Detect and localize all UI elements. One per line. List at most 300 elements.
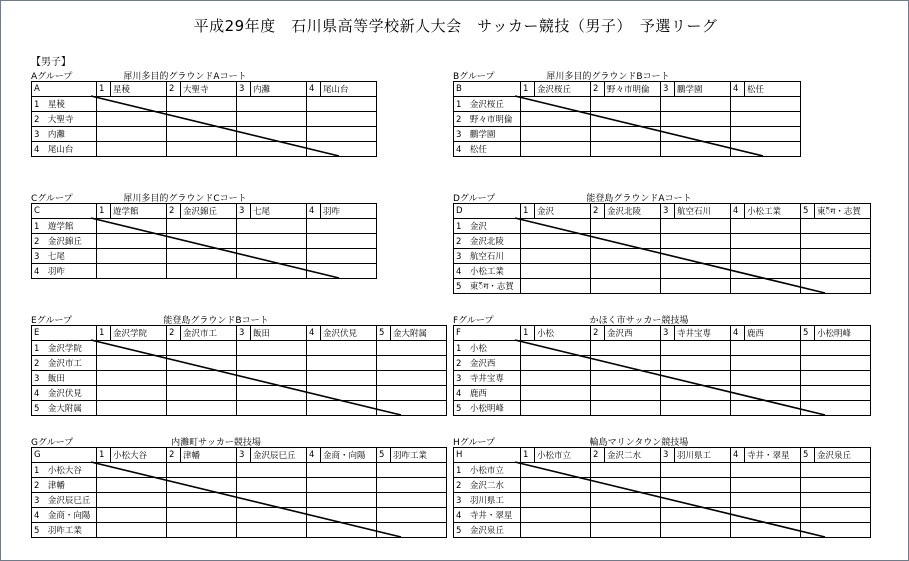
result-cell[interactable] bbox=[307, 493, 377, 508]
column-team-name: 津幡 bbox=[181, 448, 237, 463]
result-cell[interactable] bbox=[521, 97, 591, 112]
result-cell[interactable] bbox=[377, 463, 447, 478]
table-row bbox=[454, 463, 871, 478]
result-cell[interactable] bbox=[801, 341, 871, 356]
result-cell[interactable] bbox=[97, 341, 167, 356]
result-cell[interactable] bbox=[237, 112, 307, 127]
result-cell[interactable] bbox=[97, 371, 167, 386]
result-cell[interactable] bbox=[521, 279, 591, 294]
league-table bbox=[31, 203, 377, 279]
result-cell[interactable] bbox=[167, 356, 237, 371]
result-cell[interactable] bbox=[307, 127, 377, 142]
result-cell[interactable] bbox=[97, 142, 167, 157]
row-team-name: 1 星稜 bbox=[32, 97, 97, 112]
league-table bbox=[453, 203, 871, 294]
result-cell[interactable] bbox=[97, 493, 167, 508]
result-cell[interactable] bbox=[731, 508, 801, 523]
result-cell[interactable] bbox=[661, 523, 731, 538]
table-row bbox=[454, 249, 871, 264]
result-cell[interactable] bbox=[167, 523, 237, 538]
column-team-name: 星稜 bbox=[111, 82, 167, 97]
row-team-name: 4 金商・向陽 bbox=[32, 508, 97, 523]
row-team-name: 2 野々市明倫 bbox=[454, 112, 521, 127]
group-label: Fグループ bbox=[453, 316, 494, 326]
result-cell[interactable] bbox=[377, 523, 447, 538]
result-cell[interactable] bbox=[661, 219, 731, 234]
column-index: 1 bbox=[97, 326, 111, 341]
result-cell[interactable] bbox=[167, 508, 237, 523]
venue-label: かほく市サッカー競技場 bbox=[589, 316, 689, 326]
column-team-name: 金沢桜丘 bbox=[535, 82, 591, 97]
result-cell[interactable] bbox=[731, 127, 801, 142]
result-cell[interactable] bbox=[591, 386, 661, 401]
column-index: 4 bbox=[731, 448, 745, 463]
column-index: 3 bbox=[237, 204, 251, 219]
result-cell[interactable] bbox=[521, 493, 591, 508]
table-corner-cell: E bbox=[32, 326, 97, 341]
result-cell[interactable] bbox=[661, 264, 731, 279]
result-cell[interactable] bbox=[731, 264, 801, 279]
table-row bbox=[454, 112, 801, 127]
result-cell[interactable] bbox=[731, 356, 801, 371]
row-team-name: 1 金沢 bbox=[454, 219, 521, 234]
table-row bbox=[454, 97, 801, 112]
result-cell[interactable] bbox=[521, 463, 591, 478]
result-cell[interactable] bbox=[661, 356, 731, 371]
row-team-name: 3 鵬学園 bbox=[454, 127, 521, 142]
result-cell[interactable] bbox=[661, 386, 731, 401]
result-cell[interactable] bbox=[237, 264, 307, 279]
result-cell[interactable] bbox=[731, 478, 801, 493]
result-cell[interactable] bbox=[731, 493, 801, 508]
row-team-name: 3 内灘 bbox=[32, 127, 97, 142]
result-cell[interactable] bbox=[307, 463, 377, 478]
table-row bbox=[32, 463, 447, 478]
table-row bbox=[32, 234, 377, 249]
row-team-name: 5 金大附属 bbox=[32, 401, 97, 416]
column-team-name: 小松大谷 bbox=[111, 448, 167, 463]
result-cell[interactable] bbox=[307, 478, 377, 493]
result-cell[interactable] bbox=[97, 264, 167, 279]
result-cell[interactable] bbox=[521, 341, 591, 356]
result-cell[interactable] bbox=[97, 508, 167, 523]
result-cell[interactable] bbox=[801, 493, 871, 508]
table-row bbox=[32, 112, 377, 127]
result-cell[interactable] bbox=[521, 508, 591, 523]
column-index: 4 bbox=[307, 448, 321, 463]
table-corner-cell: F bbox=[454, 326, 521, 341]
column-team-name: 飯田 bbox=[251, 326, 307, 341]
result-cell[interactable] bbox=[307, 523, 377, 538]
table-row bbox=[32, 142, 377, 157]
result-cell[interactable] bbox=[591, 356, 661, 371]
column-team-name: 金大附属 bbox=[391, 326, 447, 341]
row-team-name: 4 鹿西 bbox=[454, 386, 521, 401]
result-cell[interactable] bbox=[661, 341, 731, 356]
column-index: 3 bbox=[237, 82, 251, 97]
result-cell[interactable] bbox=[521, 264, 591, 279]
result-cell[interactable] bbox=[167, 264, 237, 279]
row-team-name: 2 大聖寺 bbox=[32, 112, 97, 127]
result-cell[interactable] bbox=[661, 97, 731, 112]
result-cell[interactable] bbox=[307, 219, 377, 234]
table-row bbox=[454, 264, 871, 279]
result-cell[interactable] bbox=[97, 127, 167, 142]
result-cell[interactable] bbox=[377, 356, 447, 371]
result-cell[interactable] bbox=[801, 478, 871, 493]
column-team-name: 尾山台 bbox=[321, 82, 377, 97]
table-row bbox=[32, 356, 447, 371]
league-table bbox=[31, 447, 447, 538]
result-cell[interactable] bbox=[801, 386, 871, 401]
result-cell[interactable] bbox=[521, 219, 591, 234]
result-cell[interactable] bbox=[591, 493, 661, 508]
row-team-name: 3 航空石川 bbox=[454, 249, 521, 264]
table-row bbox=[32, 508, 447, 523]
result-cell[interactable] bbox=[97, 463, 167, 478]
result-cell[interactable] bbox=[521, 478, 591, 493]
result-cell[interactable] bbox=[307, 401, 377, 416]
result-cell[interactable] bbox=[237, 249, 307, 264]
result-cell[interactable] bbox=[801, 264, 871, 279]
result-cell[interactable] bbox=[801, 279, 871, 294]
result-cell[interactable] bbox=[237, 356, 307, 371]
result-cell[interactable] bbox=[97, 523, 167, 538]
result-cell[interactable] bbox=[307, 341, 377, 356]
result-cell[interactable] bbox=[731, 371, 801, 386]
column-team-name: 金沢市工 bbox=[181, 326, 237, 341]
column-index: 4 bbox=[307, 326, 321, 341]
result-cell[interactable] bbox=[521, 142, 591, 157]
result-cell[interactable] bbox=[521, 249, 591, 264]
result-cell[interactable] bbox=[661, 401, 731, 416]
result-cell[interactable] bbox=[801, 219, 871, 234]
result-cell[interactable] bbox=[167, 478, 237, 493]
result-cell[interactable] bbox=[237, 234, 307, 249]
column-index: 1 bbox=[521, 448, 535, 463]
group-label: Hグループ bbox=[453, 438, 496, 448]
column-index: 1 bbox=[521, 326, 535, 341]
result-cell[interactable] bbox=[237, 219, 307, 234]
result-cell[interactable] bbox=[591, 127, 661, 142]
result-cell[interactable] bbox=[731, 523, 801, 538]
result-cell[interactable] bbox=[307, 234, 377, 249]
result-cell[interactable] bbox=[591, 142, 661, 157]
result-cell[interactable] bbox=[661, 508, 731, 523]
result-cell[interactable] bbox=[731, 234, 801, 249]
result-cell[interactable] bbox=[591, 371, 661, 386]
venue-label: 能登島グラウンドAコート bbox=[586, 194, 692, 204]
row-team-name: 3 七尾 bbox=[32, 249, 97, 264]
table-row bbox=[32, 97, 377, 112]
result-cell[interactable] bbox=[661, 371, 731, 386]
column-index: 3 bbox=[237, 448, 251, 463]
row-team-name: 3 羽川県工 bbox=[454, 493, 521, 508]
result-cell[interactable] bbox=[237, 478, 307, 493]
result-cell[interactable] bbox=[307, 386, 377, 401]
result-cell[interactable] bbox=[167, 341, 237, 356]
row-team-name: 4 寺井・翠星 bbox=[454, 508, 521, 523]
result-cell[interactable] bbox=[521, 371, 591, 386]
result-cell[interactable] bbox=[307, 97, 377, 112]
result-cell[interactable] bbox=[521, 127, 591, 142]
column-index: 4 bbox=[731, 326, 745, 341]
result-cell[interactable] bbox=[307, 356, 377, 371]
result-cell[interactable] bbox=[521, 112, 591, 127]
table-row bbox=[454, 478, 871, 493]
result-cell[interactable] bbox=[801, 523, 871, 538]
result-cell[interactable] bbox=[97, 234, 167, 249]
table-row bbox=[454, 219, 871, 234]
table-row bbox=[454, 356, 871, 371]
column-index: 4 bbox=[307, 204, 321, 219]
result-cell[interactable] bbox=[237, 463, 307, 478]
row-team-name: 5 東ैंग・志賀 bbox=[454, 279, 521, 294]
column-team-name: 小松 bbox=[535, 326, 591, 341]
result-cell[interactable] bbox=[97, 97, 167, 112]
venue-label: 犀川多目的グラウンドAコート bbox=[123, 72, 247, 82]
result-cell[interactable] bbox=[377, 508, 447, 523]
result-cell[interactable] bbox=[661, 478, 731, 493]
result-cell[interactable] bbox=[521, 523, 591, 538]
column-team-name: 羽咋 bbox=[321, 204, 377, 219]
result-cell[interactable] bbox=[237, 508, 307, 523]
result-cell[interactable] bbox=[167, 142, 237, 157]
row-team-name: 4 小松工業 bbox=[454, 264, 521, 279]
result-cell[interactable] bbox=[167, 401, 237, 416]
result-cell[interactable] bbox=[97, 386, 167, 401]
table-row bbox=[32, 493, 447, 508]
result-cell[interactable] bbox=[591, 112, 661, 127]
result-cell[interactable] bbox=[661, 234, 731, 249]
table-row bbox=[32, 264, 377, 279]
result-cell[interactable] bbox=[591, 341, 661, 356]
row-team-name: 1 小松大谷 bbox=[32, 463, 97, 478]
column-index: 2 bbox=[167, 326, 181, 341]
result-cell[interactable] bbox=[237, 523, 307, 538]
result-cell[interactable] bbox=[591, 219, 661, 234]
table-header-row bbox=[32, 204, 377, 219]
venue-label: 犀川多目的グラウンドBコート bbox=[546, 72, 670, 82]
result-cell[interactable] bbox=[97, 478, 167, 493]
result-cell[interactable] bbox=[731, 112, 801, 127]
result-cell[interactable] bbox=[731, 249, 801, 264]
result-cell[interactable] bbox=[591, 249, 661, 264]
table-header-row bbox=[454, 204, 871, 219]
column-team-name: 内灘 bbox=[251, 82, 307, 97]
row-team-name: 3 寺井宝専 bbox=[454, 371, 521, 386]
column-team-name: 金商・向陽 bbox=[321, 448, 377, 463]
result-cell[interactable] bbox=[167, 463, 237, 478]
result-cell[interactable] bbox=[801, 234, 871, 249]
result-cell[interactable] bbox=[307, 264, 377, 279]
result-cell[interactable] bbox=[167, 371, 237, 386]
result-cell[interactable] bbox=[377, 478, 447, 493]
result-cell[interactable] bbox=[591, 478, 661, 493]
section-label-boys: 【男子】 bbox=[31, 57, 71, 68]
column-index: 2 bbox=[167, 448, 181, 463]
row-team-name: 3 飯田 bbox=[32, 371, 97, 386]
column-team-name: 寺井宝専 bbox=[675, 326, 731, 341]
result-cell[interactable] bbox=[237, 142, 307, 157]
result-cell[interactable] bbox=[731, 142, 801, 157]
result-cell[interactable] bbox=[591, 401, 661, 416]
result-cell[interactable] bbox=[661, 279, 731, 294]
result-cell[interactable] bbox=[237, 341, 307, 356]
result-cell[interactable] bbox=[237, 127, 307, 142]
result-cell[interactable] bbox=[377, 341, 447, 356]
league-table bbox=[453, 81, 801, 157]
result-cell[interactable] bbox=[801, 371, 871, 386]
table-row bbox=[454, 341, 871, 356]
column-team-name: 鵬学園 bbox=[675, 82, 731, 97]
league-table bbox=[31, 81, 377, 157]
result-cell[interactable] bbox=[167, 219, 237, 234]
result-cell[interactable] bbox=[731, 279, 801, 294]
page-title: 平成29年度 石川県高等学校新人大会 サッカー競技（男子） 予選リーグ bbox=[193, 17, 718, 35]
result-cell[interactable] bbox=[237, 97, 307, 112]
result-cell[interactable] bbox=[661, 493, 731, 508]
column-team-name: 遊学館 bbox=[111, 204, 167, 219]
result-cell[interactable] bbox=[661, 249, 731, 264]
row-team-name: 5 金沢泉丘 bbox=[454, 523, 521, 538]
result-cell[interactable] bbox=[591, 279, 661, 294]
result-cell[interactable] bbox=[521, 234, 591, 249]
column-index: 3 bbox=[661, 204, 675, 219]
result-cell[interactable] bbox=[237, 386, 307, 401]
row-team-name: 5 羽咋工業 bbox=[32, 523, 97, 538]
column-team-name: 羽川県工 bbox=[675, 448, 731, 463]
result-cell[interactable] bbox=[167, 386, 237, 401]
table-header-row bbox=[32, 82, 377, 97]
column-index: 2 bbox=[167, 82, 181, 97]
column-team-name: 小松工業 bbox=[745, 204, 801, 219]
result-cell[interactable] bbox=[661, 127, 731, 142]
group-label: Eグループ bbox=[31, 316, 72, 326]
result-cell[interactable] bbox=[307, 508, 377, 523]
column-index: 2 bbox=[591, 448, 605, 463]
result-cell[interactable] bbox=[167, 249, 237, 264]
result-cell[interactable] bbox=[377, 386, 447, 401]
result-cell[interactable] bbox=[307, 371, 377, 386]
table-header-row bbox=[454, 326, 871, 341]
result-cell[interactable] bbox=[521, 386, 591, 401]
result-cell[interactable] bbox=[377, 401, 447, 416]
result-cell[interactable] bbox=[591, 508, 661, 523]
result-cell[interactable] bbox=[307, 249, 377, 264]
table-header-row bbox=[454, 82, 801, 97]
result-cell[interactable] bbox=[97, 112, 167, 127]
column-index: 1 bbox=[521, 82, 535, 97]
table-corner-cell: H bbox=[454, 448, 521, 463]
league-table bbox=[453, 447, 871, 538]
result-cell[interactable] bbox=[377, 371, 447, 386]
result-cell[interactable] bbox=[801, 401, 871, 416]
column-index: 2 bbox=[591, 326, 605, 341]
group-label: Dグループ bbox=[453, 194, 496, 204]
table-header-row bbox=[454, 448, 871, 463]
result-cell[interactable] bbox=[731, 401, 801, 416]
result-cell[interactable] bbox=[591, 234, 661, 249]
row-team-name: 1 金沢学院 bbox=[32, 341, 97, 356]
result-cell[interactable] bbox=[237, 371, 307, 386]
result-cell[interactable] bbox=[801, 249, 871, 264]
result-cell[interactable] bbox=[167, 493, 237, 508]
result-cell[interactable] bbox=[731, 386, 801, 401]
result-cell[interactable] bbox=[661, 142, 731, 157]
league-table bbox=[453, 325, 871, 416]
result-cell[interactable] bbox=[801, 463, 871, 478]
result-cell[interactable] bbox=[97, 249, 167, 264]
result-cell[interactable] bbox=[591, 264, 661, 279]
column-index: 5 bbox=[377, 448, 391, 463]
table-corner-cell: C bbox=[32, 204, 97, 219]
table-row bbox=[32, 386, 447, 401]
table-row bbox=[454, 401, 871, 416]
result-cell[interactable] bbox=[801, 508, 871, 523]
row-team-name: 4 金沢伏見 bbox=[32, 386, 97, 401]
table-row bbox=[32, 401, 447, 416]
result-cell[interactable] bbox=[167, 97, 237, 112]
result-cell[interactable] bbox=[731, 463, 801, 478]
result-cell[interactable] bbox=[661, 463, 731, 478]
column-index: 1 bbox=[97, 448, 111, 463]
result-cell[interactable] bbox=[237, 401, 307, 416]
table-row bbox=[32, 341, 447, 356]
column-index: 1 bbox=[97, 204, 111, 219]
result-cell[interactable] bbox=[307, 142, 377, 157]
row-team-name: 2 金沢錦丘 bbox=[32, 234, 97, 249]
result-cell[interactable] bbox=[97, 401, 167, 416]
column-index: 5 bbox=[801, 326, 815, 341]
table-row bbox=[454, 493, 871, 508]
result-cell[interactable] bbox=[521, 356, 591, 371]
column-index: 2 bbox=[591, 82, 605, 97]
row-team-name: 2 津幡 bbox=[32, 478, 97, 493]
column-team-name: 航空石川 bbox=[675, 204, 731, 219]
table-row bbox=[454, 371, 871, 386]
result-cell[interactable] bbox=[97, 356, 167, 371]
row-team-name: 1 金沢桜丘 bbox=[454, 97, 521, 112]
result-cell[interactable] bbox=[731, 219, 801, 234]
column-index: 5 bbox=[801, 204, 815, 219]
table-row bbox=[454, 234, 871, 249]
result-cell[interactable] bbox=[521, 401, 591, 416]
column-team-name: 金沢辰巳丘 bbox=[251, 448, 307, 463]
table-row bbox=[454, 127, 801, 142]
column-index: 5 bbox=[377, 326, 391, 341]
result-cell[interactable] bbox=[377, 493, 447, 508]
result-cell[interactable] bbox=[97, 219, 167, 234]
result-cell[interactable] bbox=[801, 356, 871, 371]
row-team-name: 2 金沢市工 bbox=[32, 356, 97, 371]
result-cell[interactable] bbox=[167, 127, 237, 142]
result-cell[interactable] bbox=[307, 112, 377, 127]
result-cell[interactable] bbox=[731, 341, 801, 356]
result-cell[interactable] bbox=[591, 523, 661, 538]
result-cell[interactable] bbox=[167, 112, 237, 127]
result-cell[interactable] bbox=[167, 234, 237, 249]
venue-label: 能登島グラウンドBコート bbox=[163, 316, 269, 326]
result-cell[interactable] bbox=[661, 112, 731, 127]
result-cell[interactable] bbox=[591, 97, 661, 112]
row-team-name: 2 金沢西 bbox=[454, 356, 521, 371]
row-team-name: 5 小松明峰 bbox=[454, 401, 521, 416]
result-cell[interactable] bbox=[591, 463, 661, 478]
group-label: Gグループ bbox=[31, 438, 74, 448]
result-cell[interactable] bbox=[731, 97, 801, 112]
result-cell[interactable] bbox=[237, 493, 307, 508]
